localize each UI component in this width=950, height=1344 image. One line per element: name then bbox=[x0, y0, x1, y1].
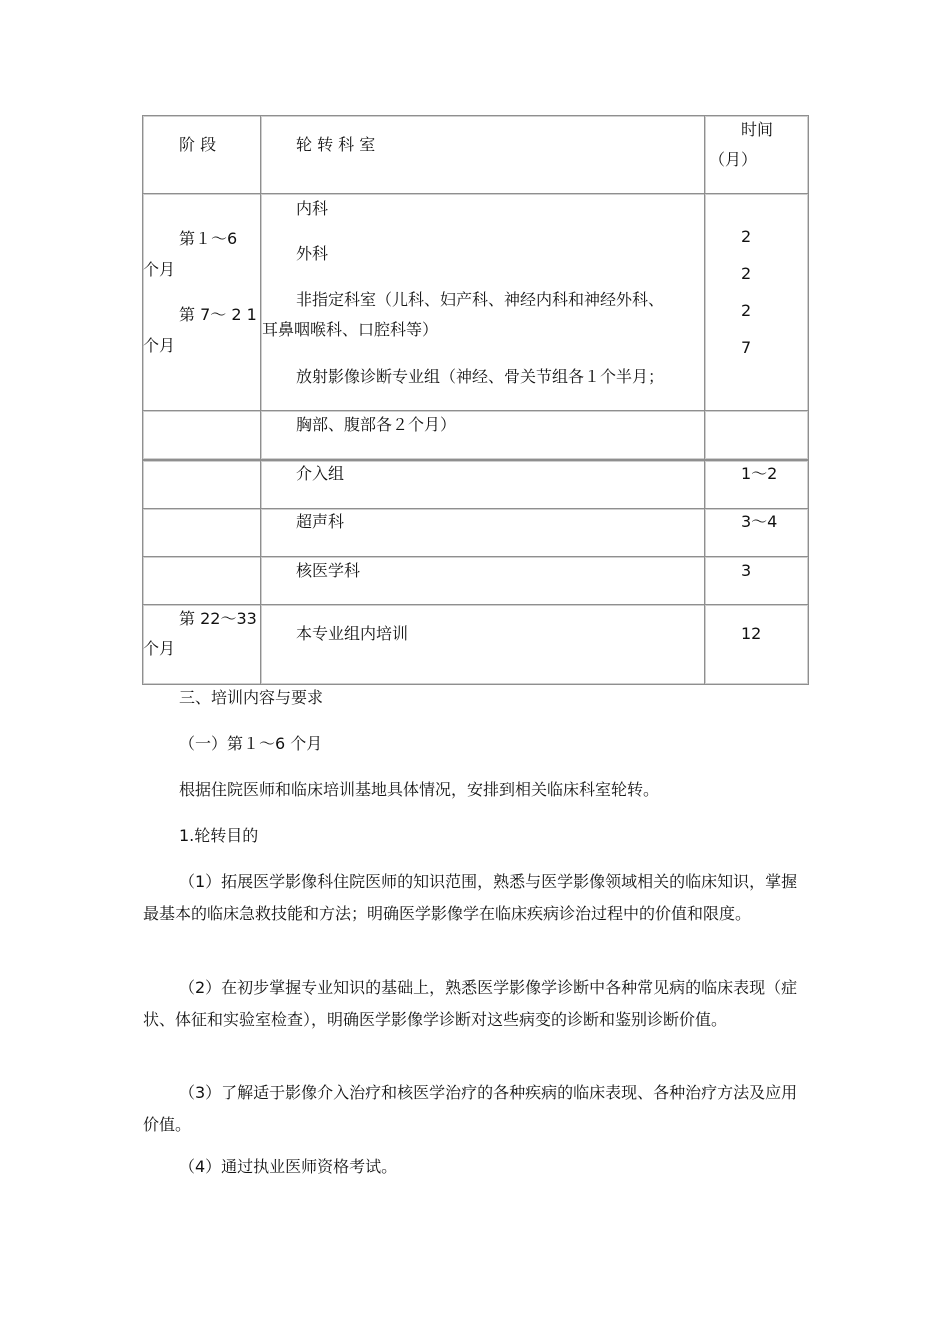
header-time-label-line2: （月） bbox=[709, 150, 758, 169]
block1-stage-line1: 第１～6 bbox=[179, 229, 238, 248]
header-dept-label: 轮 转 科 室 bbox=[296, 135, 376, 154]
time-value: 7 bbox=[741, 338, 752, 357]
dept-specialty-training: 本专业组内培训 bbox=[296, 624, 409, 643]
table-cell-chest-time bbox=[704, 410, 809, 460]
table-cell-chest-stage bbox=[142, 410, 262, 460]
dept-radiology-line2: 胸部、腹部各２个月） bbox=[296, 415, 457, 434]
dept-radiology-line1: 放射影像诊断专业组（神经、骨关节组各１个半月； bbox=[296, 367, 665, 386]
table-cell-nm-stage bbox=[142, 556, 262, 606]
purpose-item-2: （2）在初步掌握专业知识的基础上，熟悉医学影像学诊断中各种常见病的临床表现（症状、体征和实验室检查），明确医学影像学诊断对这些病变的诊断和鉴别诊断价值。 bbox=[143, 978, 798, 1029]
table-cell-us-stage bbox=[142, 508, 262, 558]
time-value: 12 bbox=[741, 624, 762, 643]
dept-interventional: 介入组 bbox=[296, 464, 345, 483]
header-time-label-line1: 时间 bbox=[741, 120, 774, 139]
time-value: 3 bbox=[741, 561, 752, 580]
table-cell-header-dept bbox=[260, 115, 706, 195]
subsection-heading: （一）第１～6 个月 bbox=[179, 734, 323, 753]
table-cell-block1-time bbox=[704, 193, 809, 412]
block1-stage-line3: 第 7～ 2 1 bbox=[179, 305, 257, 324]
table-cell-last-dept bbox=[260, 604, 706, 685]
intro-paragraph: 根据住院医师和临床培训基地具体情况，安排到相关临床科室轮转。 bbox=[179, 780, 660, 799]
time-value: 1～2 bbox=[741, 464, 778, 483]
last-stage-line2: 个月 bbox=[143, 639, 176, 658]
section-heading: 三、培训内容与要求 bbox=[179, 688, 324, 707]
time-value: 3～4 bbox=[741, 512, 778, 531]
header-stage-label: 阶 段 bbox=[179, 135, 217, 154]
dept-surgery: 外科 bbox=[296, 244, 329, 263]
time-value: 2 bbox=[741, 264, 752, 283]
block1-stage-line4: 个月 bbox=[143, 336, 176, 355]
dept-ultrasound: 超声科 bbox=[296, 512, 345, 531]
last-stage-line1: 第 22～33 bbox=[179, 609, 257, 628]
block1-stage-line2: 个月 bbox=[143, 260, 176, 279]
time-value: 2 bbox=[741, 227, 752, 246]
purpose-item-4: （4）通过执业医师资格考试。 bbox=[179, 1157, 398, 1176]
purpose-item-3: （3）了解适于影像介入治疗和核医学治疗的各种疾病的临床表现、各种治疗方法及应用价值。 bbox=[143, 1083, 798, 1134]
table-cell-header-stage bbox=[142, 115, 262, 195]
table-cell-nm-time bbox=[704, 556, 809, 606]
table-cell-interv-stage bbox=[142, 460, 262, 510]
dept-nondesignated-line1: 非指定科室（儿科、妇产科、神经内科和神经外科、 bbox=[296, 290, 665, 309]
dept-internal-medicine: 内科 bbox=[296, 199, 329, 218]
table-cell-last-time bbox=[704, 604, 809, 685]
purpose-item-1: （1）拓展医学影像科住院医师的知识范围，熟悉与医学影像领域相关的临床知识，掌握最基本的临床急救技能和方法；明确医学影像学在临床疾病诊治过程中的价值和限度。 bbox=[143, 872, 798, 923]
dept-nuclear-medicine: 核医学科 bbox=[296, 561, 361, 580]
dept-nondesignated-line2: 耳鼻咽喉科、口腔科等） bbox=[262, 320, 439, 339]
table-cell-block1-stage bbox=[142, 193, 262, 412]
purpose-title: 1.轮转目的 bbox=[179, 826, 259, 845]
time-value: 2 bbox=[741, 301, 752, 320]
